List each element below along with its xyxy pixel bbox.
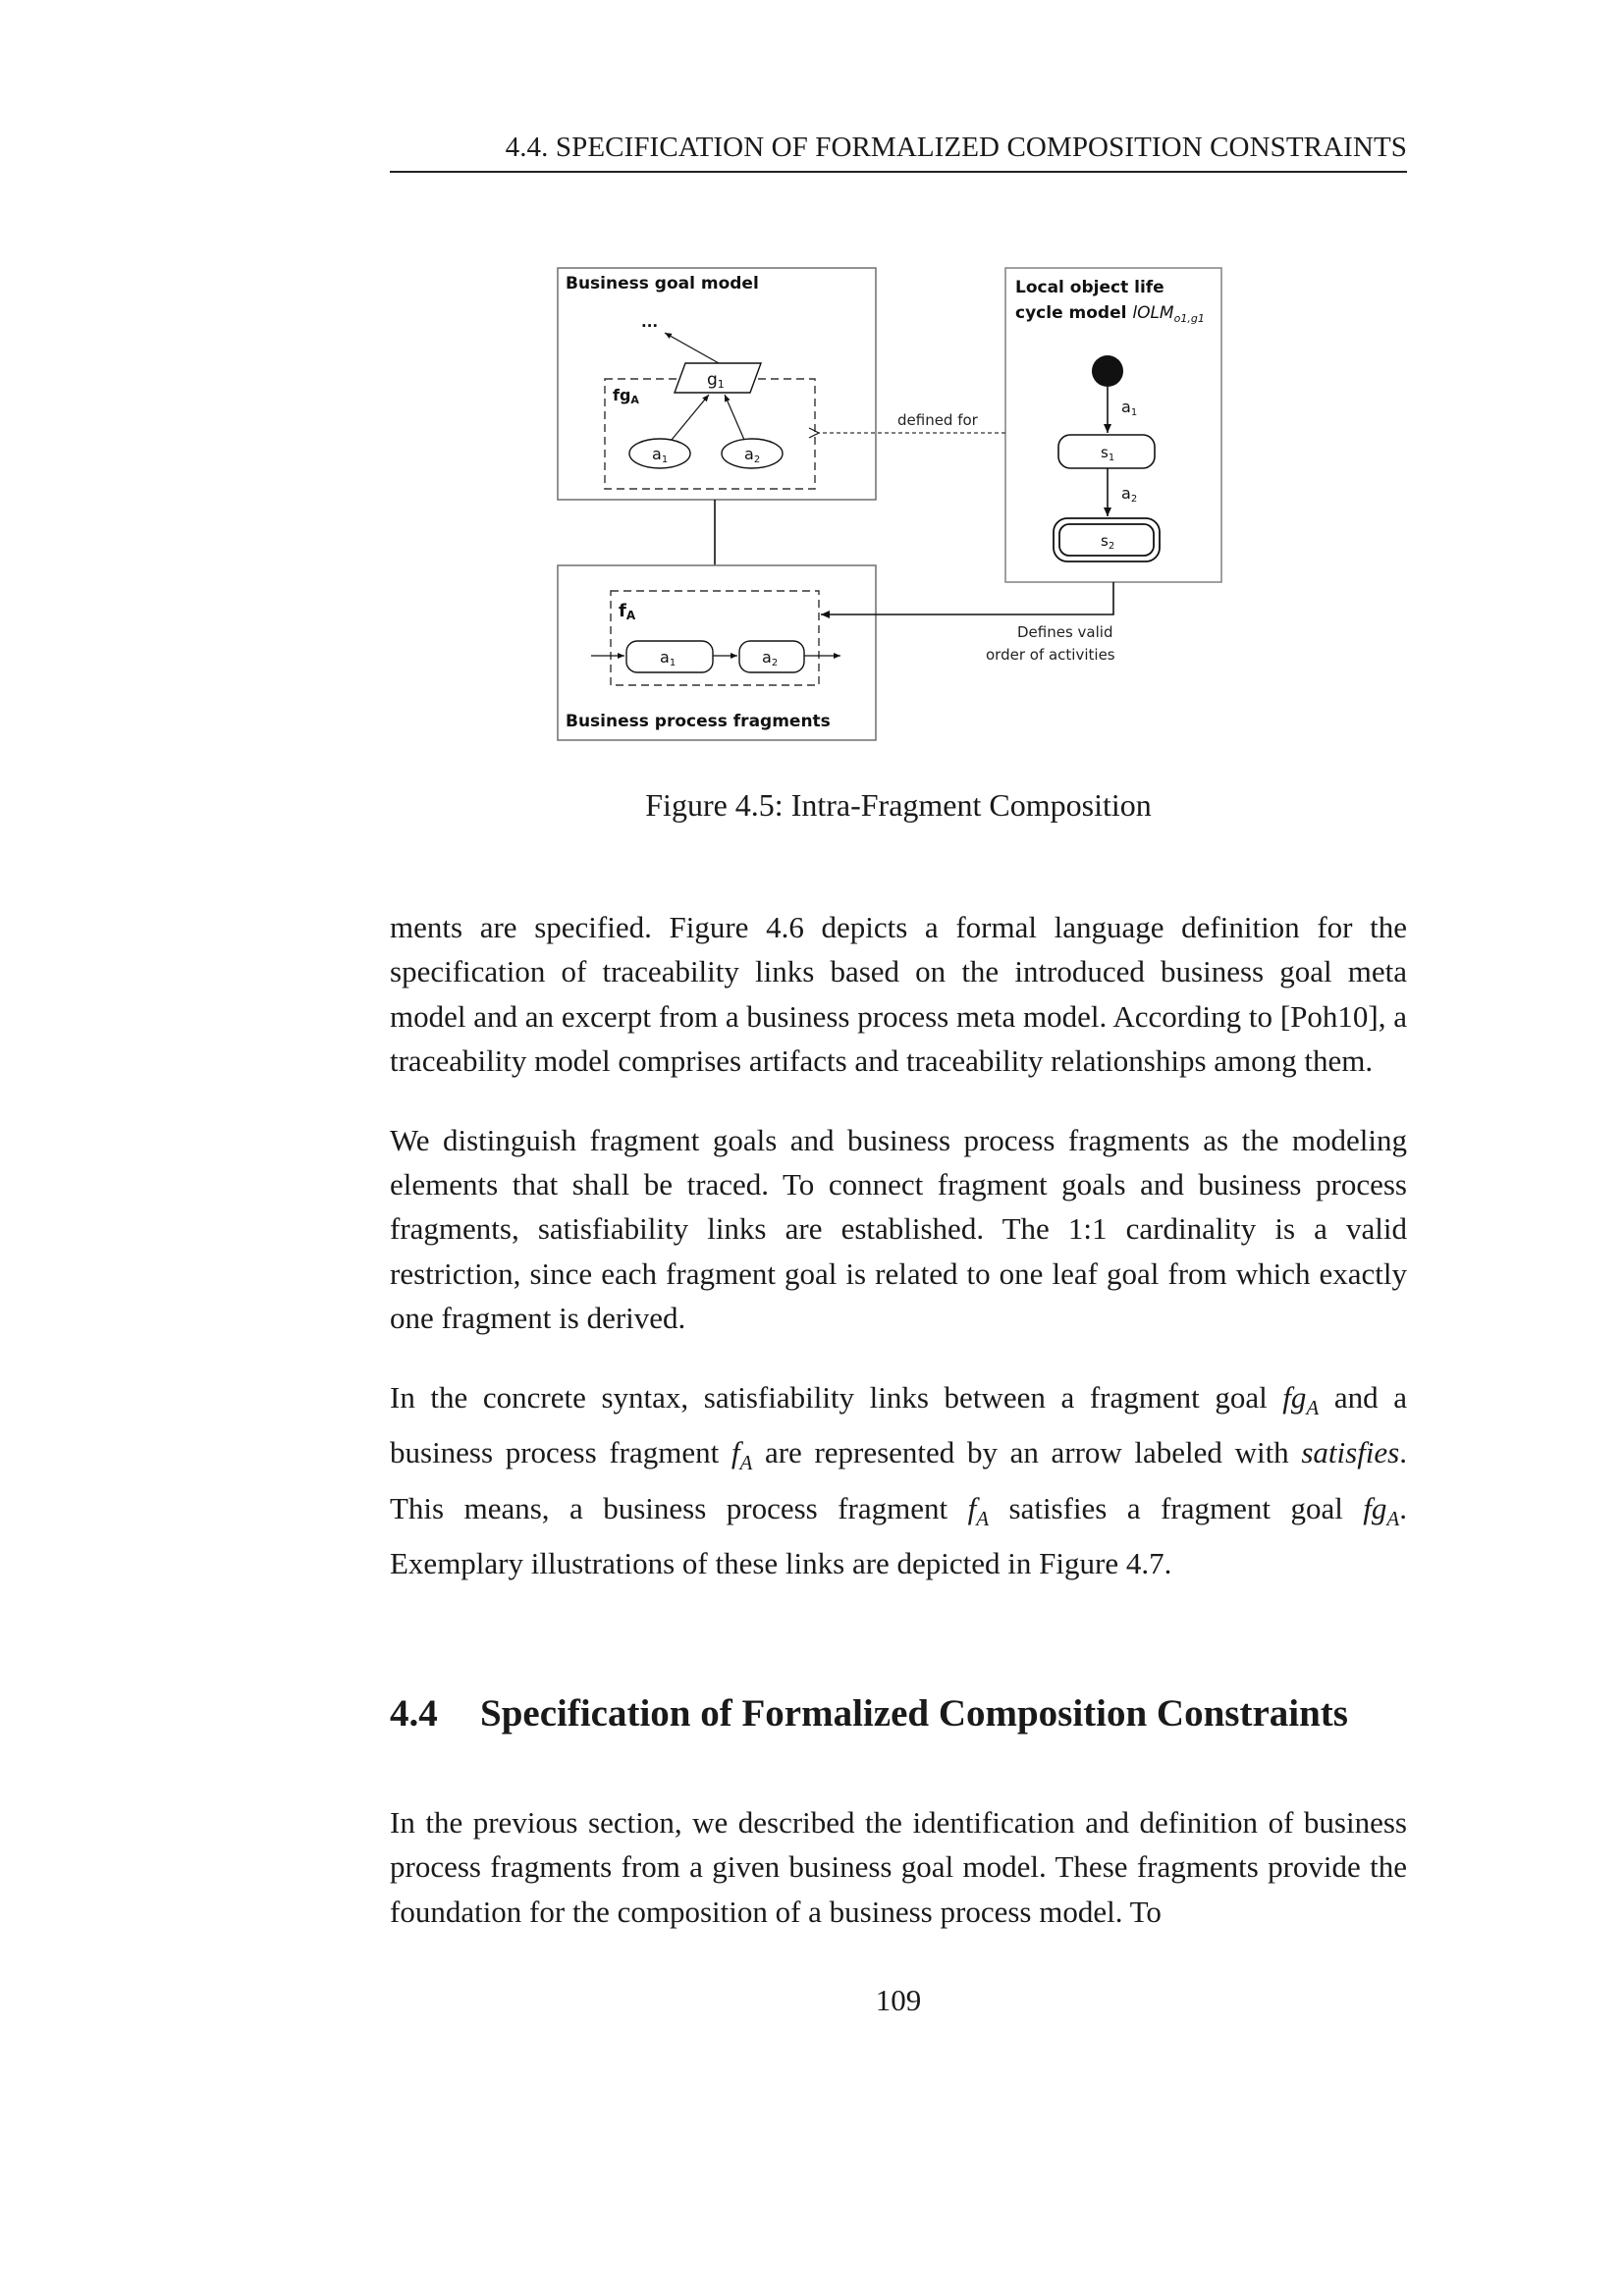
figure-intra-fragment-composition [550, 263, 1237, 754]
fragment-label: fA [619, 601, 636, 622]
lifecycle-transition-a1-label: a1 [1121, 398, 1138, 418]
section-number: 4.4 [390, 1692, 438, 1735]
fragment-goal-label: fgA [613, 386, 639, 406]
fragment-activity-a1-label: a1 [660, 648, 677, 668]
p3-text-b: and a business process fragment [390, 1379, 1407, 1470]
paragraph-traceability-definition: ments are specified. Figure 4.6 depicts a formal language definition for the specification of traceability links based on the introduced business goal meta model and an excerpt from a business process meta model. According to [Poh10], a traceability model comprises artifacts and traceability relationships among them. [390, 910, 1407, 1079]
fragments-title: Business process fragments [566, 712, 831, 731]
order-label-line1: Defines valid [1017, 623, 1113, 641]
lifecycle-transition-a2-label: a2 [1121, 484, 1138, 505]
page-number-text: 109 [875, 1983, 922, 2017]
lifecycle-state-s1-label: $s_1$ [1101, 444, 1115, 463]
paragraph-concrete-syntax [390, 1375, 1407, 1586]
running-header [390, 128, 1407, 173]
figure-caption-text: Figure 4.5: Intra-Fragment Composition [645, 787, 1152, 823]
math-fg-a-2: $fg_A$ [1363, 1490, 1400, 1531]
goal-model-ellipsis: ... [641, 313, 659, 331]
lifecycle-state-s2-label: $s_2$ [1101, 532, 1115, 552]
figure-caption [390, 785, 1407, 825]
p3-text-c: are represented by an arrow labeled with [752, 1435, 1302, 1470]
order-label-line2: order of activities [986, 646, 1115, 664]
p3-text-e: satisfies a fragment goal [989, 1490, 1364, 1525]
goal-activity-a2-label: a2 [744, 445, 761, 465]
body-text-upper [390, 905, 1407, 1621]
p3-text-a: In the concrete syntax, satisfiability links between a fragment goal [390, 1379, 1283, 1415]
lifecycle-title-line2: cycle model lOLM$_{o1,g1}$ [1015, 303, 1205, 325]
fragment-activity-a2-label: a2 [762, 648, 779, 668]
running-header-title: 4.4. SPECIFICATION OF FORMALIZED COMPOSITION CONSTRAINTS [505, 132, 1407, 163]
lifecycle-initial-state [1092, 355, 1123, 387]
math-fg-a-1: $fg_A$ [1282, 1379, 1320, 1419]
math-f-a-1: $f_A$ [731, 1435, 753, 1475]
defined-for-label: defined for [897, 411, 978, 429]
figure-diagram [550, 263, 1237, 754]
section-heading [390, 1690, 1431, 1737]
p3-text-d: . This means, a business process fragment [390, 1435, 1407, 1525]
goal-activity-a1-label: a1 [652, 445, 669, 465]
goal-g1-label: g1 [707, 370, 725, 391]
body-text-lower [390, 1800, 1407, 1968]
p3-text-f: . Exemplary illustrations of these links are depicted in Figure 4.7. [390, 1490, 1407, 1581]
paragraph-previous-section: In the previous section, we described the identification and definition of business process fragments from a given business goal model. These fragments provide the foundation for the composition of a business process model. To [390, 1805, 1407, 1929]
goal-model-title: Business goal model [566, 274, 759, 294]
lifecycle-title-line1: Local object life [1015, 278, 1164, 297]
section-title: Specification of Formalized Composition Constraints [480, 1692, 1348, 1735]
page-number [390, 1981, 1407, 2020]
paragraph-fragment-goals: We distinguish fragment goals and business process fragments as the modeling elements that shall be traced. To connect fragment goals and business process fragments, satisfiability links are established. The 1:1 cardinality is a valid restriction, since each fragment goal is related to one leaf goal from which exactly one fragment is derived. [390, 1122, 1407, 1336]
math-f-a-2: $f_A$ [967, 1490, 990, 1531]
satisfies-term: satisfies [1301, 1435, 1400, 1470]
